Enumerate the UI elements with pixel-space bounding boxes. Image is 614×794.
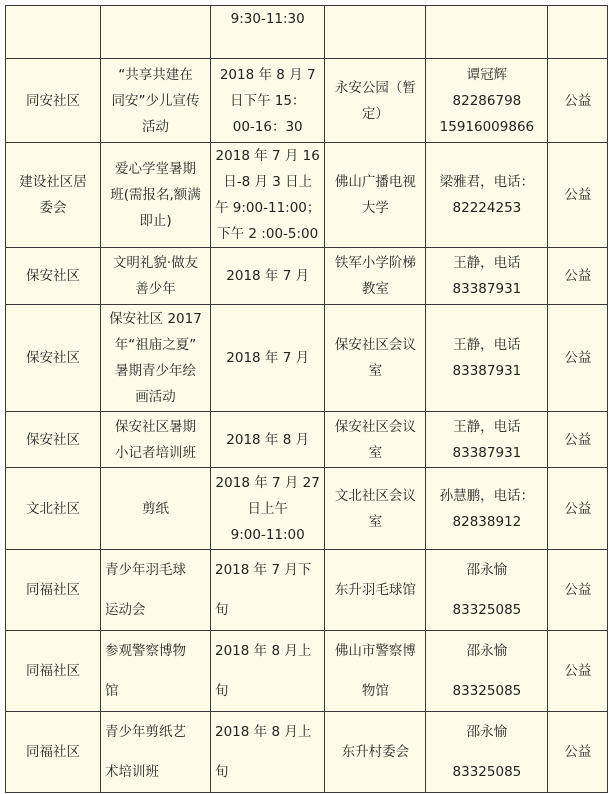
cell-type	[548, 550, 608, 631]
cell-text-line: 公益	[564, 187, 592, 203]
table-row	[6, 248, 608, 305]
cell-text-line: 永安公园（暂	[334, 79, 416, 96]
cell-location	[325, 6, 426, 59]
cell-activity	[101, 712, 211, 793]
cell-activity	[101, 550, 211, 631]
cell-text-line: 82838912	[452, 513, 522, 530]
cell-text-line: 保安社区	[26, 350, 80, 366]
cell-text-line: 画活动	[135, 389, 176, 405]
cell-text-line: 班(需报名,额满	[110, 187, 201, 203]
cell-community	[6, 468, 101, 550]
cell-text-line: 佛山广播电视	[334, 174, 416, 190]
cell-type	[548, 631, 608, 712]
cell-text-line: 佛山市警察博	[334, 643, 416, 659]
cell-text-line: 保安社区	[26, 268, 80, 284]
cell-type	[548, 59, 608, 143]
cell-location	[325, 248, 426, 305]
cell-text-line: 保安社区 2017	[109, 311, 202, 327]
cell-text-line: 室	[368, 513, 383, 530]
cell-text-line: 旬	[215, 683, 229, 699]
cell-text-line: 2018 年 7 月	[226, 268, 310, 284]
cell-text-line: 15916009866	[439, 118, 535, 135]
cell-text-line: 午 9:00-11:00；	[215, 200, 321, 216]
cell-activity	[101, 6, 211, 59]
cell-location	[325, 143, 426, 248]
cell-text-line: 定）	[361, 105, 389, 122]
cell-time	[211, 712, 325, 793]
table-row	[6, 468, 608, 550]
table-row	[6, 412, 608, 468]
cell-text-line: 公益	[564, 92, 592, 109]
cell-time	[211, 631, 325, 712]
cell-type	[548, 412, 608, 468]
cell-text-line: 青少年剪纸艺	[105, 724, 186, 740]
cell-text-line: 术培训班	[105, 764, 159, 780]
cell-text-line: 83387931	[452, 444, 522, 461]
cell-time	[211, 550, 325, 631]
cell-text-line: 王静，电话	[453, 337, 521, 353]
cell-text-line: 东升村委会	[341, 744, 410, 760]
cell-text-line: 公益	[564, 350, 592, 366]
cell-contact	[426, 468, 548, 550]
cell-text-line: 爱心学堂暑期	[115, 161, 196, 177]
cell-text-line: 2018 年 7 月 27	[215, 474, 320, 491]
cell-text-line: 王静，电话	[453, 255, 521, 271]
cell-text-line: 大学	[361, 200, 389, 216]
cell-activity	[101, 305, 211, 412]
cell-text-line: 铁军小学阶梯	[334, 255, 416, 271]
cell-time	[211, 248, 325, 305]
cell-type	[548, 143, 608, 248]
cell-contact	[426, 248, 548, 305]
table-row	[6, 6, 608, 59]
cell-text-line: 00-16：30	[232, 118, 303, 135]
cell-text-line: 馆	[105, 683, 119, 699]
cell-text-line: “共享共建在	[118, 66, 193, 83]
cell-text-line: 83325085	[452, 602, 522, 618]
cell-text-line: 2018 年 8 月上	[215, 643, 312, 659]
table-row	[6, 550, 608, 631]
cell-text-line: 9:30-11:30	[230, 11, 305, 27]
cell-text-line: 青少年羽毛球	[105, 562, 186, 578]
cell-community	[6, 631, 101, 712]
cell-activity	[101, 143, 211, 248]
cell-text-line: 邵永愉	[466, 562, 508, 578]
cell-text-line: 旬	[215, 602, 229, 618]
cell-text-line: 同安”少儿宣传	[111, 92, 200, 109]
cell-time	[211, 412, 325, 468]
table-row	[6, 143, 608, 248]
cell-activity	[101, 412, 211, 468]
cell-text-line: 日-8 月 3 日上	[223, 174, 313, 190]
cell-text-line: 邵永愉	[466, 643, 508, 659]
cell-text-line: 公益	[564, 582, 592, 598]
cell-text-line: 2018 年 7 月	[226, 350, 310, 366]
cell-text-line: 同福社区	[26, 582, 80, 598]
cell-text-line: 公益	[564, 663, 592, 679]
cell-text-line: 2018 年 8 月	[226, 431, 310, 448]
cell-location	[325, 412, 426, 468]
cell-text-line: 孙慧鹏，电话：	[439, 487, 535, 504]
cell-text-line: 同安社区	[26, 92, 80, 109]
cell-text-line: 保安社区暑期	[115, 418, 196, 435]
table-row	[6, 631, 608, 712]
cell-text-line: 教室	[361, 281, 389, 297]
table-body	[6, 6, 608, 793]
cell-text-line: 小记者培训班	[115, 444, 196, 461]
cell-contact	[426, 712, 548, 793]
cell-text-line: 暑期青少年绘	[115, 363, 196, 379]
cell-text-line: 2018 年 7 月 16	[215, 148, 320, 164]
cell-activity	[101, 59, 211, 143]
activity-table	[5, 5, 608, 793]
cell-location	[325, 468, 426, 550]
cell-text-line: 2018 年 8 月 7	[219, 66, 316, 83]
cell-text-line: 文北社区会议	[334, 487, 416, 504]
cell-time	[211, 6, 325, 59]
cell-text-line: 保安社区会议	[334, 418, 416, 435]
cell-text-line: 年“祖庙之夏”	[114, 337, 197, 353]
cell-community	[6, 712, 101, 793]
cell-community	[6, 59, 101, 143]
cell-text-line: 谭冠辉	[466, 66, 508, 83]
cell-text-line: 文北社区	[26, 500, 80, 517]
cell-location	[325, 59, 426, 143]
cell-text-line: 参观警察博物	[105, 643, 186, 659]
table-row	[6, 59, 608, 143]
cell-community	[6, 412, 101, 468]
cell-contact	[426, 550, 548, 631]
cell-location	[325, 550, 426, 631]
cell-type	[548, 248, 608, 305]
cell-text-line: 9:00-11:00	[230, 526, 305, 543]
cell-text-line: 邵永愉	[466, 724, 508, 740]
cell-text-line: 日下午 15：	[229, 92, 306, 109]
cell-text-line: 2018 年 8 月上	[215, 724, 312, 740]
cell-community	[6, 550, 101, 631]
cell-text-line: 建设社区居	[19, 174, 87, 190]
cell-text-line: 公益	[564, 431, 592, 448]
cell-text-line: 委会	[39, 200, 67, 216]
cell-contact	[426, 6, 548, 59]
cell-text-line: 物馆	[361, 683, 389, 699]
cell-text-line: 下午 2 :00-5:00	[217, 226, 319, 242]
cell-text-line: 同福社区	[26, 663, 80, 679]
cell-text-line: 文明礼貌·做友	[112, 255, 199, 271]
cell-type	[548, 6, 608, 59]
cell-text-line: 剪纸	[142, 500, 169, 517]
cell-contact	[426, 305, 548, 412]
cell-text-line: 日上午	[247, 500, 288, 517]
cell-text-line: 83387931	[452, 363, 522, 379]
cell-time	[211, 59, 325, 143]
cell-activity	[101, 468, 211, 550]
cell-text-line: 即止)	[139, 213, 172, 229]
cell-contact	[426, 412, 548, 468]
cell-text-line: 83387931	[452, 281, 522, 297]
cell-text-line: 运动会	[105, 602, 146, 618]
cell-contact	[426, 59, 548, 143]
cell-text-line: 83325085	[452, 683, 522, 699]
cell-text-line: 梁雅君，电话：	[439, 174, 535, 190]
cell-text-line: 善少年	[135, 281, 176, 297]
cell-text-line: 东升羽毛球馆	[334, 582, 416, 598]
cell-community	[6, 305, 101, 412]
cell-community	[6, 248, 101, 305]
cell-activity	[101, 248, 211, 305]
cell-community	[6, 6, 101, 59]
cell-time	[211, 143, 325, 248]
cell-text-line: 室	[368, 444, 383, 461]
cell-location	[325, 631, 426, 712]
cell-text-line: 室	[368, 363, 383, 379]
cell-text-line: 旬	[215, 764, 229, 780]
table-row	[6, 305, 608, 412]
cell-text-line: 公益	[564, 744, 592, 760]
cell-type	[548, 468, 608, 550]
cell-text-line: 公益	[564, 500, 592, 517]
cell-contact	[426, 143, 548, 248]
cell-text-line: 王静，电话	[453, 418, 521, 435]
cell-community	[6, 143, 101, 248]
cell-text-line: 公益	[564, 268, 592, 284]
cell-text-line: 保安社区	[26, 431, 80, 448]
cell-type	[548, 712, 608, 793]
cell-location	[325, 712, 426, 793]
cell-text-line: 82224253	[452, 200, 522, 216]
cell-location	[325, 305, 426, 412]
cell-activity	[101, 631, 211, 712]
cell-text-line: 保安社区会议	[334, 337, 416, 353]
cell-contact	[426, 631, 548, 712]
cell-text-line: 活动	[142, 118, 169, 135]
cell-time	[211, 468, 325, 550]
cell-text-line: 同福社区	[26, 744, 80, 760]
table-row	[6, 712, 608, 793]
cell-text-line: 82286798	[452, 92, 522, 109]
cell-text-line: 83325085	[452, 764, 522, 780]
cell-time	[211, 305, 325, 412]
cell-type	[548, 305, 608, 412]
cell-text-line: 2018 年 7 月下	[215, 562, 312, 578]
